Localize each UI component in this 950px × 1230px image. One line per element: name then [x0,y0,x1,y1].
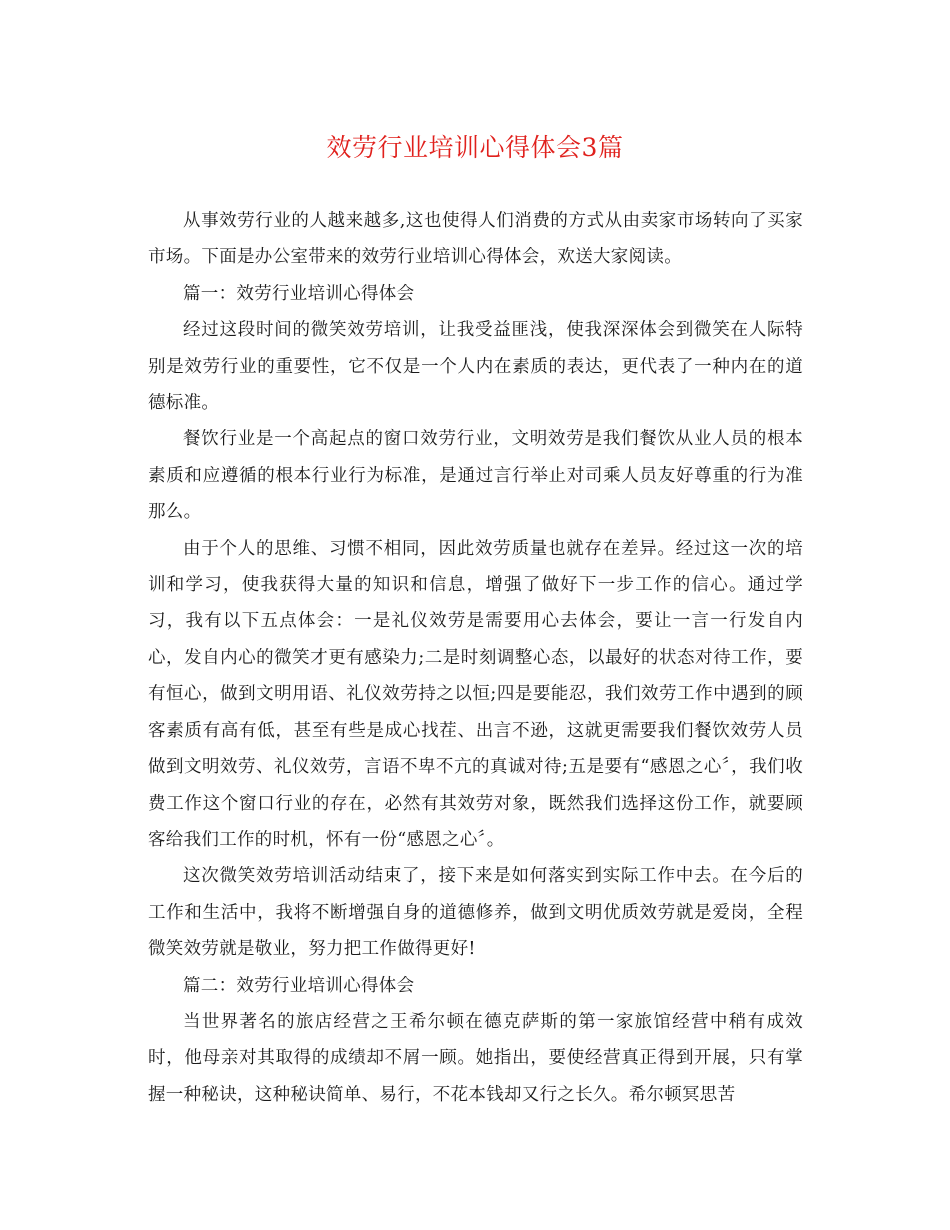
section-heading-2: 篇二：效劳行业培训心得体会 [183,975,415,996]
body-paragraph: 餐饮行业是一个高起点的窗口效劳行业，文明效劳是我们餐饮从业人员的根本素质和应遵循的根本行业行为标准，是通过言行举止对司乘人员友好尊重的行为准那么。 [148,429,803,523]
body-paragraph: 经过这段时间的微笑效劳培训，让我受益匪浅，使我深深体会到微笑在人际特别是效劳行业的重要性，它不仅是一个人内在素质的表达，更代表了一种内在的道德标准。 [148,320,803,414]
document-body [148,203,803,1113]
body-paragraph: 当世界著名的旅店经营之王希尔顿在德克萨斯的第一家旅馆经营中稍有成效时，他母亲对其取得的成绩却不屑一顾。她指出，要使经营真正得到开展，只有掌握一种秘诀，这种秘诀简单、易行，不花本钱却又行之长久。希尔顿冥思苦 [148,1011,803,1105]
section-heading-1: 篇一：效劳行业培训心得体会 [183,283,415,304]
body-paragraph: 由于个人的思维、习惯不相同，因此效劳质量也就存在差异。经过这一次的培训和学习，使我获得大量的知识和信息，增强了做好下一步工作的信心。通过学习，我有以下五点体会：一是礼仪效劳是需要用心去体会，要让一言一行发自内心，发自内心的微笑才更有感染力;二是时刻调整心态，以最好的状态对待工作，要有恒心，做到文明用语、礼仪效劳持之以恒;四是要能忍，我们效劳工作中遇到的顾客素质有高有低，甚至有些是成心找茬、出言不逊，这就更需要我们餐饮效劳人员做到文明效劳、礼仪效劳，言语不卑不亢的真诚对待;五是要有“感恩之心〞，我们收费工作这个窗口行业的存在，必然有其效劳对象，既然我们选择这份工作，就要顾客给我们工作的时机，怀有一份“感恩之心〞。 [148,538,803,850]
body-paragraph: 这次微笑效劳培训活动结束了，接下来是如何落实到实际工作中去。在今后的工作和生活中，我将不断增强自身的道德修养，做到文明优质效劳就是爱岗，全程微笑效劳就是敬业，努力把工作做得更好! [148,866,803,960]
document-title: 效劳行业培训心得体会3篇 [326,133,624,162]
intro-paragraph: 从事效劳行业的人越来越多,这也使得人们消费的方式从由卖家市场转向了买家市场。下面是办公室带来的效劳行业培训心得体会，欢送大家阅读。 [148,211,803,268]
